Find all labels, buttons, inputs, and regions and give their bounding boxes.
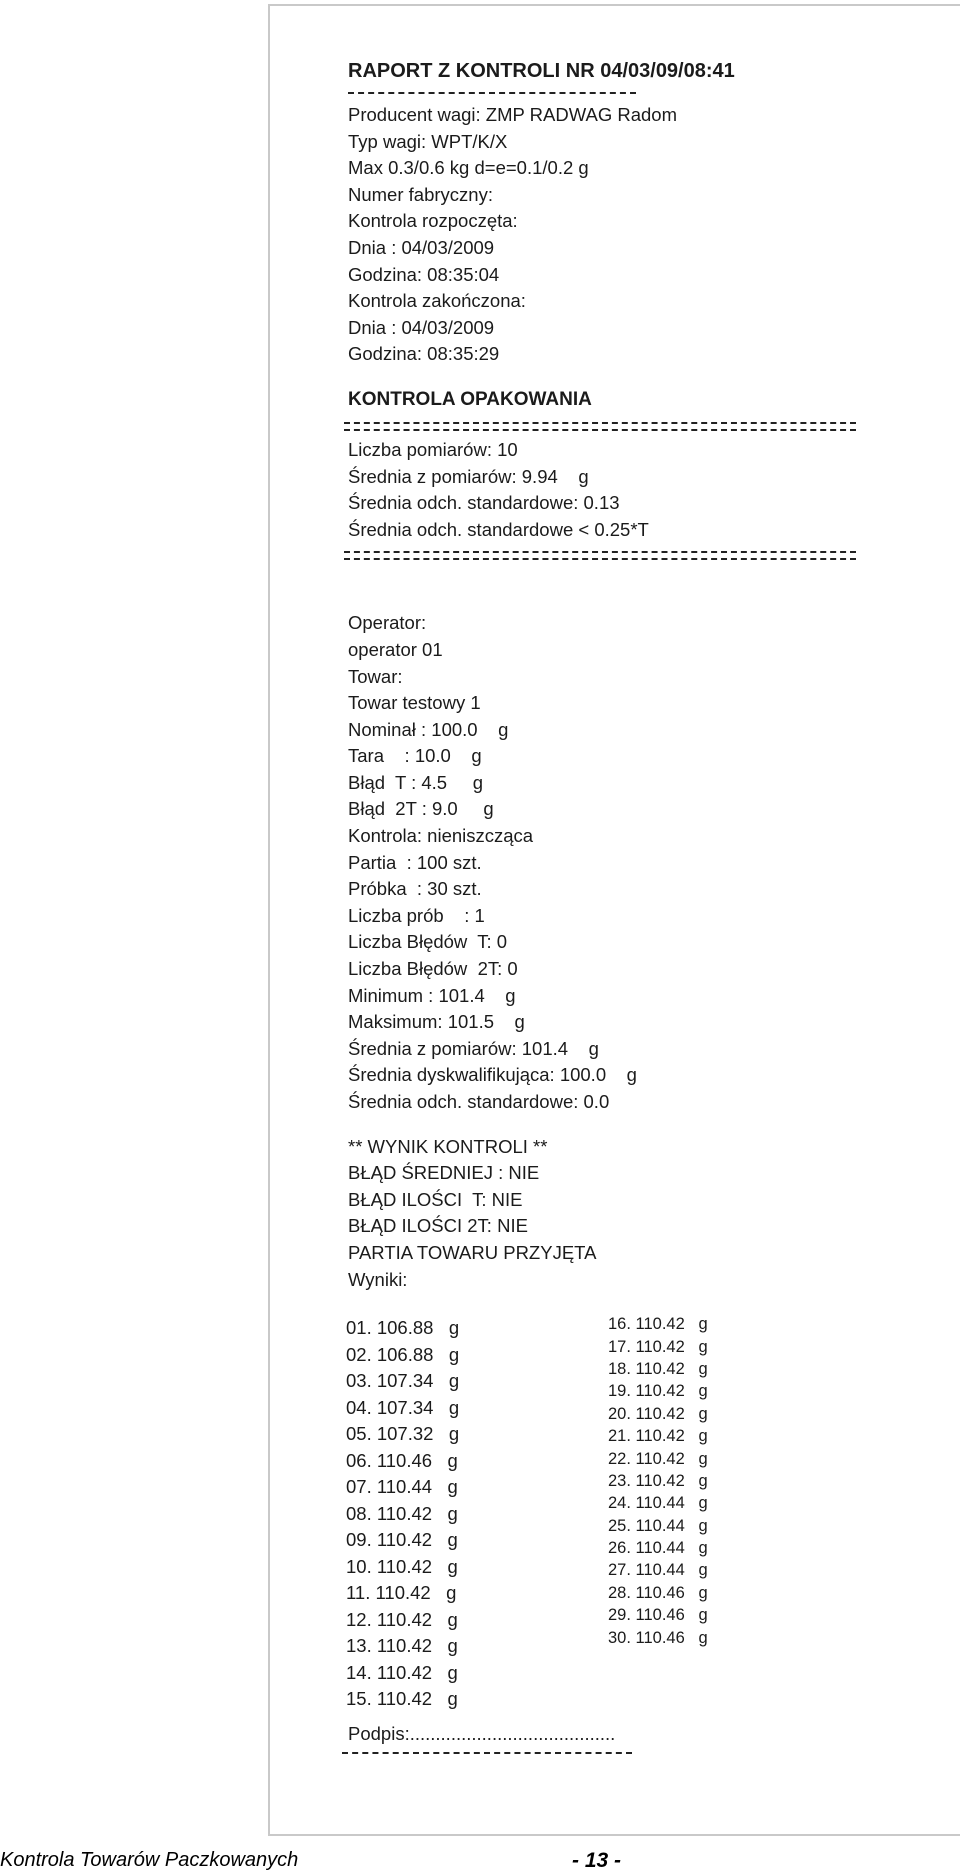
result-lines xyxy=(348,1134,948,1294)
detail-line: Maksimum: 101.5 g xyxy=(348,1011,525,1033)
result-line: BŁĄD ILOŚCI 2T: NIE xyxy=(348,1215,528,1237)
detail-line: Towar: xyxy=(348,665,403,687)
result-row: 27. 110.44 g xyxy=(608,1561,708,1580)
header-line: Dnia : 04/03/2009 xyxy=(348,316,495,338)
double-dash-rule-top xyxy=(344,422,856,431)
packaging-line: Średnia odch. standardowe: 0.13 xyxy=(348,492,620,514)
detail-line: Tara : 10.0 g xyxy=(348,745,482,767)
result-row: 25. 110.44 g xyxy=(608,1516,708,1535)
header-line: Typ wagi: WPT/K/X xyxy=(348,130,508,152)
detail-line: Kontrola: nieniszcząca xyxy=(348,825,534,847)
result-row: 19. 110.42 g xyxy=(608,1382,708,1401)
result-row: 04. 107.34 g xyxy=(346,1396,460,1418)
result-row: 07. 110.44 g xyxy=(346,1476,458,1498)
detail-line: Średnia dyskwalifikująca: 100.0 g xyxy=(348,1064,637,1086)
page-number: - 13 - xyxy=(572,1849,622,1872)
detail-line: Błąd T : 4.5 g xyxy=(348,771,484,793)
result-row: 28. 110.46 g xyxy=(608,1583,708,1602)
result-row: 23. 110.42 g xyxy=(608,1471,708,1490)
result-row: 17. 110.42 g xyxy=(608,1337,708,1356)
results-column-left xyxy=(346,1315,459,1713)
result-row: 01. 106.88 g xyxy=(346,1317,460,1339)
detail-line: Liczba Błędów 2T: 0 xyxy=(348,958,518,980)
result-line: BŁĄD ŚREDNIEJ : NIE xyxy=(348,1162,540,1184)
result-row: 03. 107.34 g xyxy=(346,1370,460,1392)
header-line: Godzina: 08:35:29 xyxy=(348,343,500,365)
detail-line: Minimum : 101.4 g xyxy=(348,984,516,1006)
result-row: 14. 110.42 g xyxy=(346,1661,458,1683)
header-line: Dnia : 04/03/2009 xyxy=(348,236,495,258)
header-line: Max 0.3/0.6 kg d=e=0.1/0.2 g xyxy=(348,157,589,179)
header-line: Kontrola zakończona: xyxy=(348,290,526,312)
spacer xyxy=(348,368,948,386)
result-row: 30. 110.46 g xyxy=(608,1628,708,1647)
header-lines xyxy=(348,102,948,368)
report-title: RAPORT Z KONTROLI NR 04/03/09/08:41 xyxy=(348,60,735,82)
result-row: 16. 110.42 g xyxy=(608,1315,708,1334)
signature-line: Podpis:........................................ xyxy=(348,1723,616,1745)
manual-title: Kontrola Towarów Paczkowanych xyxy=(0,1849,299,1871)
result-row: 06. 110.46 g xyxy=(346,1449,458,1471)
packaging-section-title: KONTROLA OPAKOWANIA xyxy=(348,388,592,410)
result-line: BŁĄD ILOŚCI T: NIE xyxy=(348,1188,523,1210)
detail-line: Średnia odch. standardowe: 0.0 xyxy=(348,1091,610,1112)
result-row: 13. 110.42 g xyxy=(346,1635,458,1657)
signature-dash-rule xyxy=(342,1752,632,1754)
details-lines xyxy=(348,610,948,1115)
header-line: Numer fabryczny: xyxy=(348,183,493,205)
results-column-right xyxy=(608,1313,708,1649)
detail-line: operator 01 xyxy=(348,638,443,660)
detail-line: Nominał : 100.0 g xyxy=(348,718,509,740)
result-row: 08. 110.42 g xyxy=(346,1502,458,1524)
result-row: 10. 110.42 g xyxy=(346,1555,458,1577)
detail-line: Liczba prób : 1 xyxy=(348,904,485,926)
packaging-lines xyxy=(348,437,948,543)
result-row: 11. 110.42 g xyxy=(346,1582,457,1604)
packaging-line: Średnia z pomiarów: 9.94 g xyxy=(348,465,589,487)
result-line: ** WYNIK KONTROLI ** xyxy=(348,1135,548,1157)
header-line: Kontrola rozpoczęta: xyxy=(348,210,518,232)
result-row: 20. 110.42 g xyxy=(608,1404,708,1423)
detail-line: Liczba Błędów T: 0 xyxy=(348,931,508,953)
detail-line: Średnia z pomiarów: 101.4 g xyxy=(348,1037,599,1059)
header-line: Producent wagi: ZMP RADWAG Radom xyxy=(348,104,677,125)
result-line: Wyniki: xyxy=(348,1268,408,1290)
spacer xyxy=(348,566,948,610)
measurement-results xyxy=(346,1315,948,1710)
result-row: 21. 110.42 g xyxy=(608,1427,708,1446)
spacer xyxy=(348,1293,948,1311)
spacer xyxy=(348,1116,948,1134)
detail-line: Błąd 2T : 9.0 g xyxy=(348,798,494,820)
double-dash-rule-bottom xyxy=(344,551,856,560)
result-line: PARTIA TOWARU PRZYJĘTA xyxy=(348,1241,597,1263)
result-row: 26. 110.44 g xyxy=(608,1539,708,1558)
header-line: Godzina: 08:35:04 xyxy=(348,263,500,285)
detail-line: Próbka : 30 szt. xyxy=(348,878,482,900)
detail-line: Partia : 100 szt. xyxy=(348,851,482,873)
result-row: 09. 110.42 g xyxy=(346,1529,458,1551)
result-row: 12. 110.42 g xyxy=(346,1608,458,1630)
report-paper xyxy=(268,4,960,1836)
result-row: 18. 110.42 g xyxy=(608,1359,708,1378)
result-row: 05. 107.32 g xyxy=(346,1423,460,1445)
result-row: 24. 110.44 g xyxy=(608,1494,708,1513)
packaging-line: Liczba pomiarów: 10 xyxy=(348,438,518,460)
title-dash-rule xyxy=(348,92,636,94)
control-report xyxy=(348,56,948,1754)
detail-line: Towar testowy 1 xyxy=(348,692,481,714)
result-row: 02. 106.88 g xyxy=(346,1343,460,1365)
detail-line: Operator: xyxy=(348,612,427,634)
result-row: 22. 110.42 g xyxy=(608,1449,708,1468)
result-row: 29. 110.46 g xyxy=(608,1606,708,1625)
packaging-line: Średnia odch. standardowe < 0.25*T xyxy=(348,518,649,540)
result-row: 15. 110.42 g xyxy=(346,1688,458,1710)
